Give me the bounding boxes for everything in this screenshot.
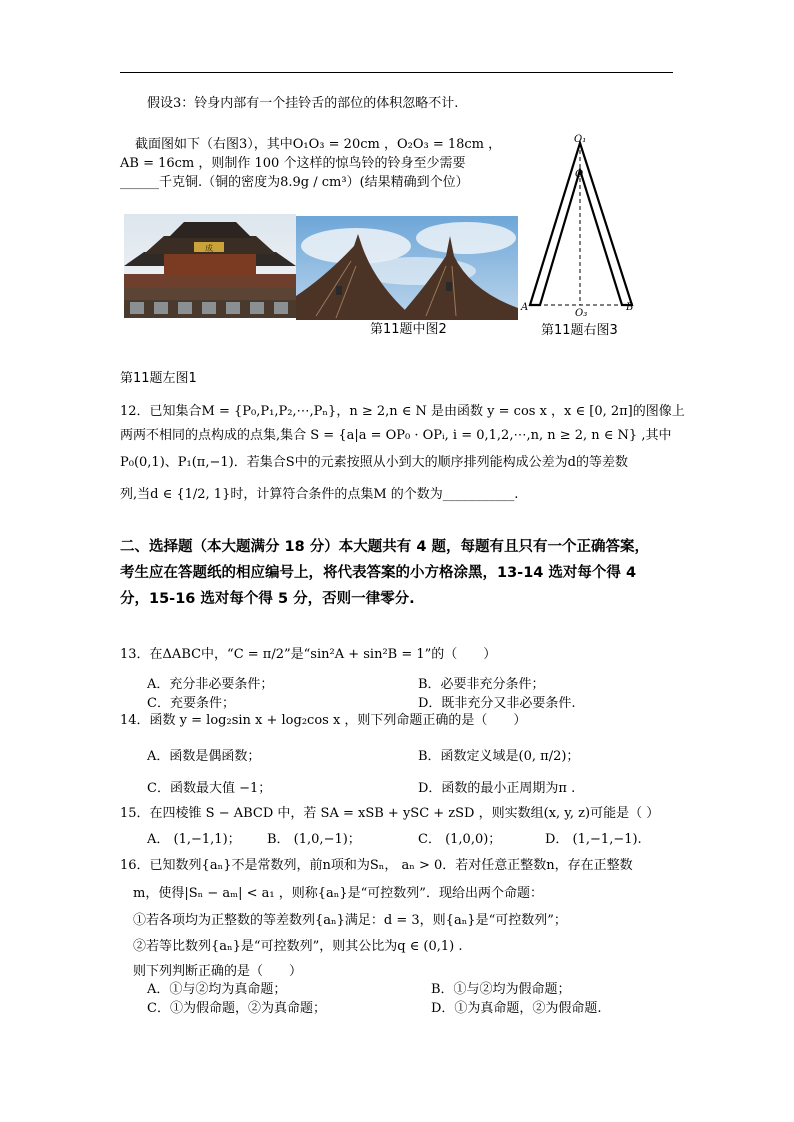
q14-option-c: C．函数最大值 −1； [147, 781, 272, 796]
q16-option-c: C．①为假命题，②为真命题； [147, 1001, 326, 1016]
q13-option-b: B．必要非充分条件； [418, 677, 545, 692]
q16-option-b: B．①与②均为假命题； [431, 982, 571, 997]
q15-option-a: A． (1,−1,1)； [147, 832, 241, 847]
label-O1: O₁ [574, 134, 587, 145]
label-O3: O₃ [575, 308, 588, 317]
q14-option-d: D．函数的最小正周期为π . [418, 781, 576, 796]
q16-line-1: 16．已知数列{aₙ}不是常数列，前n项和为Sₙ， aₙ > 0．若对任意正整数n，存在正整数 [120, 858, 633, 873]
q15-option-d: D． (1,−1,−1). [545, 832, 642, 847]
fig1-caption: 第11题左图1 [120, 371, 197, 386]
temple-sign: 成 [205, 244, 213, 253]
q12-line-1: 12．已知集合M = {P₀,P₁,P₂,⋯,Pₙ}，n ≥ 2,n ∈ N 是由函数 y = cos x ，x ∈ [0, 2π]的图像上 [120, 404, 685, 419]
q16-line-3: ①若各项均为正整数的等差数列{aₙ}满足：d = 3，则{aₙ}是“可控数列”； [133, 913, 567, 928]
eaves-photo [296, 216, 518, 320]
fig2-caption: 第11题中图2 [370, 322, 447, 337]
q12-line-2: 两两不相同的点构成的点集,集合 S = {a|a = OP₀ · OPᵢ, i = 0,1,2,⋯,n, n ≥ 2, n ∈ N} ,其中 [120, 428, 672, 443]
q14-option-b: B．函数定义域是(0, π/2)； [418, 749, 580, 764]
q15-stem: 15．在四棱锥 S − ABCD 中，若 SA = xSB + ySC + zSD ，则实数组(x, y, z)可能是（ ） [120, 806, 660, 821]
q13-option-c: C．充要条件； [147, 696, 235, 711]
q13-stem: 13．在ΔABC中，“C = π/2”是“sin²A + sin²B = 1”的（ ） [120, 647, 497, 662]
label-A: A [521, 302, 529, 313]
q16-option-d: D．①为真命题，②为假命题. [431, 1001, 602, 1016]
label-B: B [626, 302, 634, 313]
intro-line-2: AB = 16cm ，则制作 100 个这样的惊鸟铃的铃身至少需要 [120, 156, 466, 171]
intro-line-3: ______千克铜.（铜的密度为8.9g / cm³）(结果精确到个位） [120, 175, 469, 190]
q16-option-a: A．①与②均为真命题； [147, 982, 287, 997]
q14-option-a: A．函数是偶函数； [147, 749, 261, 764]
q13-option-d: D．既非充分又非必要条件. [418, 696, 576, 711]
assumption-3: 假设3：铃身内部有一个挂铃舌的部位的体积忽略不计. [147, 96, 459, 111]
q16-line-2: m，使得|Sₙ − aₘ| < a₁ ，则称{aₙ}是“可控数列”．现给出两个命题： [133, 886, 543, 901]
temple-photo [124, 214, 296, 318]
fig3-caption: 第11题右图3 [541, 323, 618, 338]
q16-line-5: 则下列判断正确的是（ ） [133, 964, 303, 979]
intro-line-1: 截面图如下（右图3），其中O₁O₃ = 20cm ，O₂O₃ = 18cm ， [135, 137, 502, 152]
section2-line-3: 分，15-16 选对每个得 5 分，否则一律零分. [120, 591, 415, 607]
q13-option-a: A．充分非必要条件； [147, 677, 274, 692]
section2-line-2: 考生应在答题纸的相应编号上，将代表答案的小方格涂黑，13-14 选对每个得 4 [120, 565, 637, 581]
q16-line-4: ②若等比数列{aₙ}是“可控数列”，则其公比为q ∈ (0,1) . [133, 939, 463, 954]
q14-stem: 14．函数 y = log₂sin x + log₂cos x ，则下列命题正确的是（ ） [120, 713, 527, 728]
label-O: O [575, 169, 584, 180]
bell-outline [530, 143, 632, 305]
q15-option-c: C． (1,0,0)； [418, 832, 502, 847]
q15-option-b: B． (1,0,−1)； [267, 832, 361, 847]
header-rule [120, 72, 673, 73]
q12-line-3: P₀(0,1)、P₁(π,−1)．若集合S中的元素按照从小到大的顺序排列能构成公差为d的等差数 [120, 455, 628, 470]
bell-cross-section-diagram [518, 132, 638, 317]
section2-line-1: 二、选择题（本大题满分 18 分）本大题共有 4 题，每题有且只有一个正确答案， [120, 539, 649, 555]
q12-line-4: 列,当d ∈ {1/2, 1}时，计算符合条件的点集M 的个数为___________. [120, 487, 519, 502]
